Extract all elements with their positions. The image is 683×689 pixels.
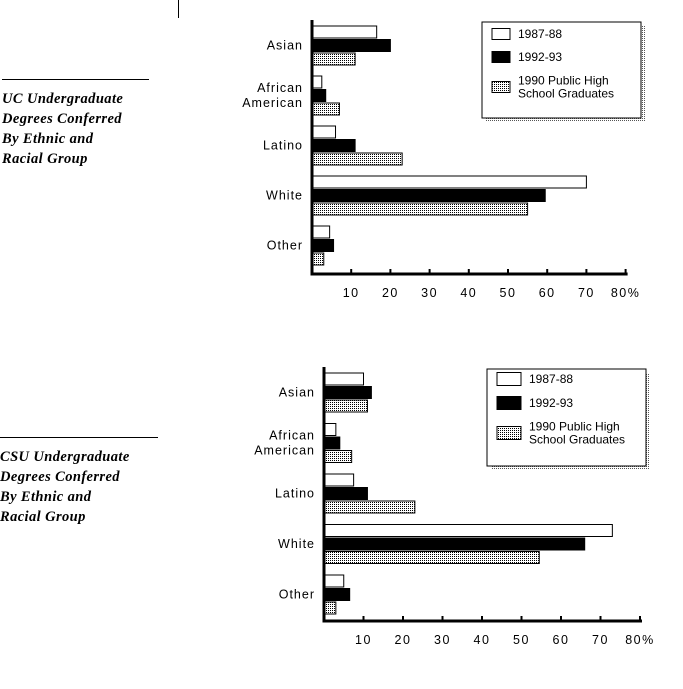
uc-category-label: African (257, 81, 303, 95)
uc-x-tick-label: 20 (381, 286, 399, 300)
uc-category-label: American (242, 96, 303, 110)
csu-bar (324, 525, 612, 537)
uc-bar (312, 190, 545, 202)
uc-legend-label: 1987-88 (518, 27, 563, 41)
csu-category-label: White (278, 537, 315, 551)
caption-uc-line: UC Undergraduate (2, 91, 124, 107)
csu-legend-label: 1987-88 (529, 372, 574, 386)
uc-bar (312, 203, 528, 215)
csu-bar (324, 552, 539, 564)
csu-x-tick-label: 30 (434, 633, 451, 647)
csu-legend-swatch (497, 397, 521, 410)
csu-bar (324, 501, 415, 513)
csu-x-tick-label: 70 (592, 633, 609, 647)
csu-bar (324, 474, 354, 486)
csu-bar (324, 451, 352, 463)
csu-bar (324, 488, 367, 500)
uc-x-tick-label: 60 (538, 286, 556, 300)
csu-bar (324, 387, 371, 399)
uc-bar (312, 140, 355, 152)
csu-x-tick-label: 80% (625, 633, 655, 647)
uc-bar (312, 90, 326, 102)
csu-bar (324, 437, 340, 449)
uc-category-label: White (266, 188, 303, 203)
caption-csu-line: Racial Group (0, 509, 86, 525)
csu-x-tick-label: 10 (355, 633, 372, 647)
uc-x-tick-label: 40 (460, 286, 478, 300)
caption-csu-line: Degrees Conferred (0, 469, 120, 485)
uc-bar (312, 153, 402, 165)
uc-category-label: Other (266, 238, 303, 253)
csu-legend-label: School Graduates (529, 432, 626, 447)
csu-bar (324, 575, 344, 587)
csu-legend-label: 1990 Public High (529, 419, 620, 434)
uc-category-label: Asian (266, 38, 303, 53)
uc-bar (312, 240, 334, 252)
uc-bar (312, 103, 339, 115)
csu-legend-label: 1992-93 (529, 396, 574, 410)
csu-category-label: Latino (274, 486, 315, 501)
uc-x-tick-label: 70 (577, 286, 595, 300)
caption-csu-line: By Ethnic and (0, 489, 92, 505)
caption-uc-line: Degrees Conferred (2, 111, 122, 127)
csu-bar (324, 400, 367, 412)
uc-x-tick-label: 50 (499, 286, 517, 300)
uc-bar (312, 253, 324, 265)
uc-x-tick-label: 10 (342, 286, 360, 300)
uc-bar (312, 176, 586, 188)
csu-legend-swatch (497, 427, 521, 440)
csu-category-label: Asian (278, 385, 315, 400)
uc-x-tick-label: 30 (421, 286, 439, 300)
csu-x-tick-label: 20 (394, 633, 412, 647)
uc-legend-swatch (492, 82, 510, 93)
uc-legend-label: School Graduates (518, 86, 615, 101)
uc-x-tick-label: 80% (610, 286, 641, 300)
csu-bar (324, 602, 336, 614)
csu-category-label: African (269, 428, 315, 443)
uc-legend-swatch (492, 29, 510, 40)
uc-legend-label: 1992-93 (518, 50, 563, 64)
uc-legend-label: 1990 Public High (518, 73, 609, 88)
csu-bar (324, 424, 336, 436)
csu-x-tick-label: 50 (513, 633, 530, 647)
csu-category-label: Other (278, 587, 315, 602)
csu-x-tick-label: 40 (473, 633, 491, 647)
uc-bar (312, 26, 377, 38)
csu-bar (324, 589, 350, 601)
uc-bar (312, 53, 355, 65)
uc-category-label: Latino (262, 138, 303, 153)
uc-bar (312, 40, 390, 52)
uc-legend-swatch (492, 52, 510, 63)
csu-legend-swatch (497, 373, 521, 386)
caption-uc-line: Racial Group (2, 151, 88, 167)
caption-csu-line: CSU Undergraduate (0, 449, 130, 465)
csu-category-label: American (254, 443, 315, 458)
csu-bar (324, 373, 364, 385)
csu-bar (324, 538, 585, 550)
uc-bar (312, 226, 330, 238)
uc-bar (312, 126, 336, 138)
csu-x-tick-label: 60 (552, 633, 570, 647)
caption-uc-line: By Ethnic and (2, 131, 94, 147)
